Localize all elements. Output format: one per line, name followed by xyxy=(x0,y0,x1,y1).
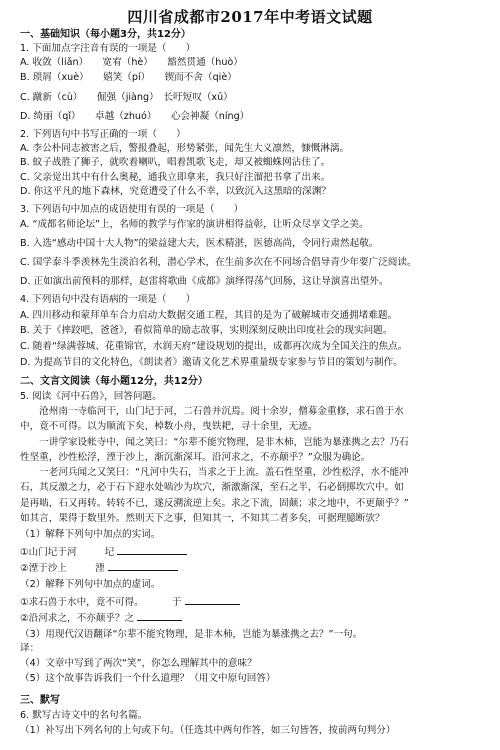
answer-blank[interactable] xyxy=(117,544,187,555)
q2-option-d: D. 你这平凡的地下森林，究竟遭受了什么不幸，以致沉入这黑暗的深渊？ xyxy=(20,186,331,197)
q4-option-a: A. 四川移动和蒙拜单车合力启动大数据交通工程，其目的是为了破解城市交通拥堵难题。 xyxy=(20,310,398,321)
passage-line: 一讲学家设帐寺中，闻之笑曰：“尔辈不能究物理，是非木柿，岂能为暴涨携之去？乃石 xyxy=(20,437,409,448)
sub1-item-2-text: ②湮于沙上 xyxy=(20,563,67,574)
passage-line: 是再啮，石又再转。转转不已，遂反溯流逆上矣。求之下流，固颠；求之地中，不更颠乎？” xyxy=(20,498,409,509)
sub3-label: 译： xyxy=(20,643,40,654)
sub2-item-1-char: 于 xyxy=(171,597,182,608)
q3-option-b: B. 入选“感动中国十大人物”的梁益建大夫，医术精湛，医德高尚，令同行肃然起敬。 xyxy=(20,238,379,249)
answer-blank[interactable] xyxy=(108,560,178,571)
passage-line: 中，竟不可得。以为顺流下矣，棹数小舟，曳铁耙，寻十余里，无迹。 xyxy=(20,421,318,432)
sub1-stem: （1）解释下列句中加点的实词。 xyxy=(20,529,161,540)
q2-stem: 2. 下列语句中书写正确的一项（ ） xyxy=(20,129,186,140)
sub1-item-1-text: ①山门圮于河 xyxy=(20,547,77,558)
q3-option-d: D. 正如演出前预料的那样，赵雷将歌曲《成都》演绎得荡气回肠，这让导演喜出望外。 xyxy=(20,276,389,287)
passage-line: 性坚重，沙性松浮，湮于沙上，渐沉渐深耳。沿河求之，不亦颠乎？”众服为确论。 xyxy=(20,452,371,463)
sub3-stem: （3）用现代汉语翻译“尔辈不能究物理，是非木柿，岂能为暴涨携之去？”一句。 xyxy=(20,629,363,640)
q5-stem: 5. 阅读《河中石兽》，回答问题。 xyxy=(20,391,162,402)
sub1-item-2-char: 湮 xyxy=(95,563,105,574)
sub1-item-1-char: 圮 xyxy=(104,547,115,558)
q4-option-c: C. 随着“绿满蓉城、花重锦官，水润天府”建设规划的提出，成都再次成为全国关注的焦点。 xyxy=(20,341,408,352)
section-2-heading: 二、文言文阅读（每小题12分，共12分） xyxy=(20,376,208,387)
q3-option-c: C. 国学泰斗季羡林先生淡泊名利，潜心学术，在生前多次在不同场合倡导青少年要广泛阅读。 xyxy=(20,257,417,268)
q6-sub1-stem: （1）补写出下列名句的上句或下句。（任选其中两句作答，如三句皆答，按前两句判分） xyxy=(20,725,396,736)
q3-option-a: A. “成都名师论坛”上，名师的教学与作家的演讲相得益彰，让听众尽享文学之美。 xyxy=(20,219,369,230)
section-3-heading: 三、默写 xyxy=(20,695,60,706)
sub2-item-1 xyxy=(20,594,240,610)
answer-blank[interactable] xyxy=(137,610,182,621)
sub2-item-1-text: ①求石兽于水中，竟不可得。 xyxy=(20,597,144,608)
q1-stem: 1. 下面加点字注音有误的一项是（ ） xyxy=(20,43,196,54)
q1-option-b: B. 琐屑（xuè） 嬉笑（pí） 锲而不舍（qiè） xyxy=(20,72,237,83)
answer-blank[interactable] xyxy=(185,594,240,605)
q4-stem: 4. 下列语句中没有语病的一项是（ ） xyxy=(20,294,196,305)
page-title: 四川省成都市2017年中考语文试题 xyxy=(127,8,373,26)
passage-line: 一老河兵闻之又笑曰：“凡河中失石，当求之于上流。盖石性坚重，沙性松浮，水不能冲 xyxy=(20,467,409,478)
sub1-item-1 xyxy=(20,544,187,560)
q1-option-a: A. 收敛（liǎn） 宽宥（hè） 豁然贯通（huò） xyxy=(20,57,243,68)
sub1-item-2 xyxy=(20,560,178,576)
sub2-item-2-text: ②沿河求之，不亦颠乎？之 xyxy=(20,613,135,624)
passage-line: 沧州南一寺临河干，山门圮于河，二石兽并沉焉。阅十余岁，僧募金重修，求石兽于水 xyxy=(20,406,404,417)
q4-option-d: D. 为提高节目的文化特色，《朗读者》邀请文化艺术界重量级专家参与节目的策划与制作。 xyxy=(20,357,403,368)
section-1-heading: 一、基础知识（每小题3分，共12分） xyxy=(20,29,191,40)
sub2-item-2 xyxy=(20,610,182,626)
sub4-stem: （4）文章中写到了两次“笑”，你怎么理解其中的意味？ xyxy=(20,658,257,669)
q4-option-b: B. 关于《摔跤吧，爸爸》，看似简单的励志故事，实则深刻反映出印度社会的现实问题。 xyxy=(20,325,393,336)
passage-line: 如其言，果得于数里外。然则天下之事，但知其一，不知其二者多矣，可据理臆断欤？ xyxy=(20,513,385,524)
q6-stem: 6. 默写古诗文中的名句名篇。 xyxy=(20,710,148,721)
passage-line: 石，其反激之力，必于石下迎水处啮沙为坎穴，渐激渐深，至石之半，石必倒掷坎穴中。如 xyxy=(20,482,404,493)
q1-option-c: C. 蹴新（cù） 倔强（jiàng） 长吁短叹（xū） xyxy=(20,92,233,103)
q2-option-a: A. 李公朴同志被害之后，警报叠起，形势紧张，闻先生大义凛然，慷慨淋漓。 xyxy=(20,143,350,154)
q2-option-b: B. 蚊子战胜了狮子，就吹着喇叭，唱着凯歌飞走，却又被蜘蛛网沾住了。 xyxy=(20,157,331,168)
q1-option-d: D. 绮丽（qǐ） 卓越（zhuó） 心会神凝（níng） xyxy=(20,111,250,122)
sub5-stem: （5）这个故事告诉我们一个什么道理？（用文中原句回答） xyxy=(20,673,276,684)
q3-stem: 3. 下列语句中加点的成语使用有误的一项是（ ） xyxy=(20,204,244,215)
sub2-stem: （2）解释下列句中加点的虚词。 xyxy=(20,579,161,590)
q2-option-c: C. 父亲觉出其中有什么奥秘，通我立即拿来，我只好注溜把书拿了出来。 xyxy=(20,172,331,183)
